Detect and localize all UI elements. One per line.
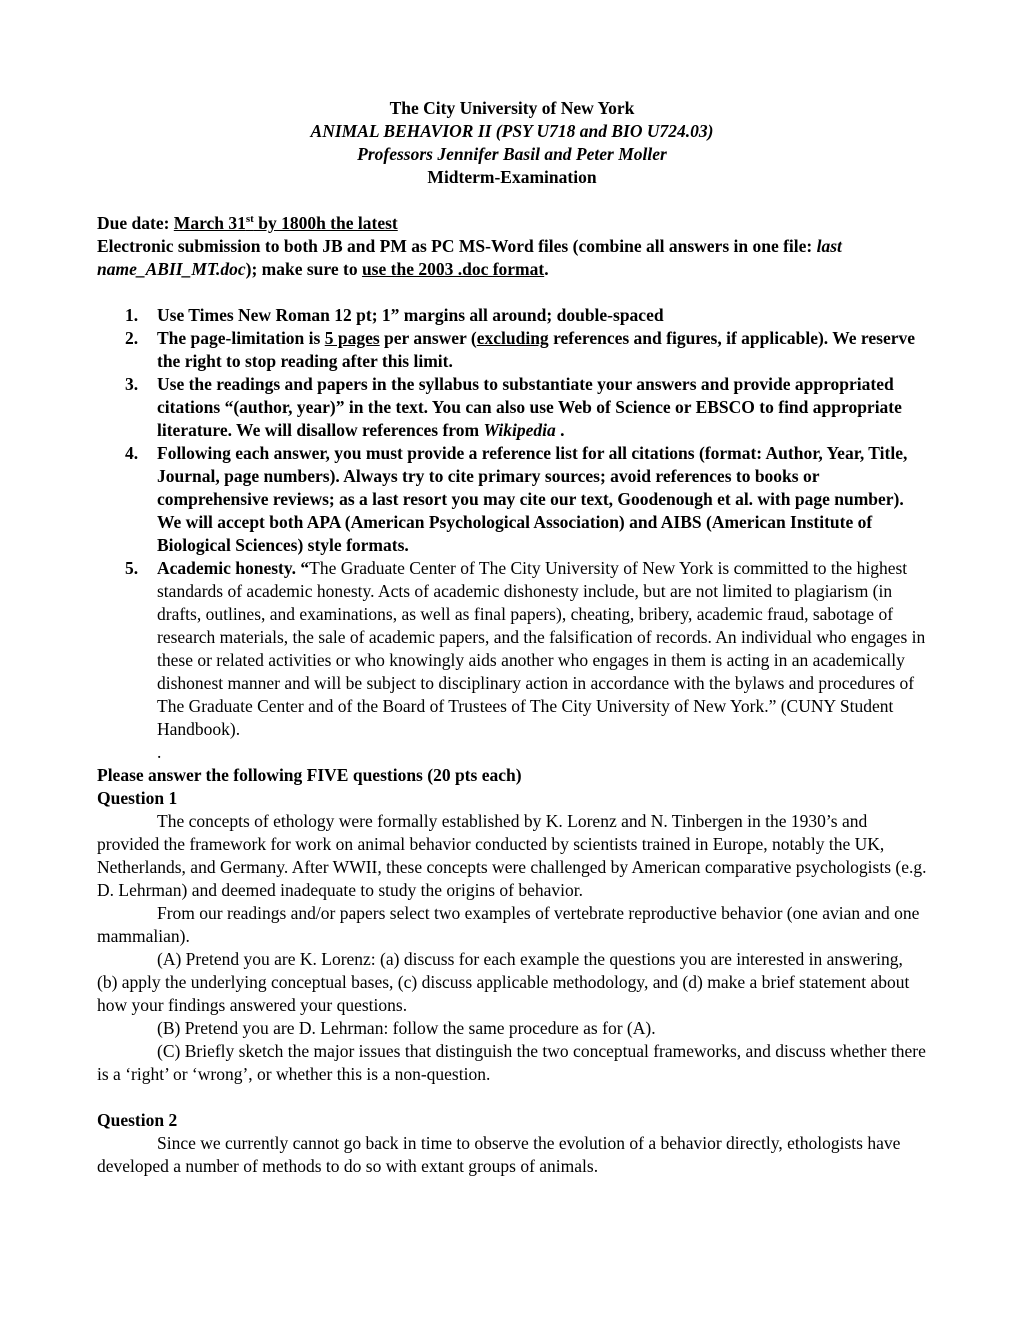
stray-dot: . (157, 742, 162, 762)
due-date-label: Due date: (97, 213, 174, 233)
instructions-heading: Please answer the following FIVE questions (20 pts each) (97, 765, 522, 785)
question-1-para: From our readings and/or papers select two examples of vertebrate reproductive behavior (one avian and one mammalian). (97, 903, 920, 946)
rule-item-2: 2. The page-limitation is 5 pages per answer (excluding references and figures, if applicable). We reserve the right to stop reading after this limit. (125, 328, 915, 371)
rule-item-4: 4. Following each answer, you must provide a reference list for all citations (format: Author, Year, Title, Journal, page numbers). Always try to cite primary sources; avoid references to books or comprehensive reviews; as a last resort you may cite our text, Goodenough et al. with page number). We will accept both APA (American Psychological Association) and AIBS (American Institute of Biological Sciences) style formats. (125, 443, 908, 555)
submission-instructions: Electronic submission to both JB and PM as PC MS-Word files (combine all answers in one file: last name_ABII_MT.doc); make sure to use the 2003 .doc format. (97, 236, 842, 279)
document-content (97, 97, 927, 1178)
question-2-title: Question 2 (97, 1110, 178, 1130)
format-note: use the 2003 .doc format (361, 259, 545, 279)
question-1-para: (C) Briefly sketch the major issues that distinguish the two conceptual frameworks, and discuss whether there is a ‘right’ or ‘wrong’, or whether this is a non-question. (97, 1041, 926, 1084)
question-2 (97, 1109, 927, 1178)
exam-title: Midterm-Examination (427, 167, 597, 187)
professors-line: Professors Jennifer Basil and Peter Moller (357, 144, 667, 164)
rule-item-5: 5. Academic honesty. “The Graduate Center of The City University of New York is committed to the highest standards of academic honesty. Acts of academic dishonesty include, but are not limited to plagiarism (in drafts, outlines, and examinations, as well as final papers), cheating, bribery, academic fraud, sabotage of research materials, the sale of academic papers, and the falsification of records. An individual who engages in these or related activities or who knowingly aids another who engages in them is acting in an academically dishonest manner and will be subject to disciplinary action in accordance with the bylaws and procedures of The Graduate Center and of the Board of Trustees of The City University of New York.” (CUNY Student Handbook). (125, 558, 926, 739)
due-date-value: March 31st by 1800h the latest (173, 213, 398, 233)
document-header (97, 97, 927, 189)
question-1 (97, 787, 927, 1086)
university-title: The City University of New York (389, 98, 635, 118)
question-1-title: Question 1 (97, 788, 178, 808)
question-1-para: (B) Pretend you are D. Lehrman: follow the same procedure as for (A). (157, 1018, 656, 1038)
question-1-para: The concepts of ethology were formally established by K. Lorenz and N. Tinbergen in the 1930’s and provided the framework for work on animal behavior conducted by scientists trained in Europe, notably the UK, Netherlands, and Germany. After WWII, these concepts were challenged by American comparative psychologists (e.g. D. Lehrman) and deemed inadequate to study the origins of behavior. (97, 811, 927, 900)
course-title: ANIMAL BEHAVIOR II (PSY U718 and BIO U724.03) (310, 121, 714, 141)
rule-item-3: 3. Use the readings and papers in the syllabus to substantiate your answers and provide appropriated citations “(author, year)” in the text. You can also use Web of Science or EBSCO to find appropriate literature. We will disallow references from Wikipedia . (125, 374, 902, 440)
filename: last name_ABII_MT.doc (97, 236, 842, 279)
rules-list (97, 304, 927, 741)
due-date-line (97, 212, 927, 235)
question-2-para: Since we currently cannot go back in time to observe the evolution of a behavior directly, ethologists have developed a number of methods to do so with extant groups of animals. (97, 1133, 901, 1176)
question-1-para: (A) Pretend you are K. Lorenz: (a) discuss for each example the questions you are interested in answering, (b) apply the underlying conceptual bases, (c) discuss applicable methodology, and (d) make a brief statement about how your findings answered your questions. (97, 949, 910, 1015)
rule-item-1: 1. Use Times New Roman 12 pt; 1” margins all around; double-spaced (125, 305, 664, 325)
